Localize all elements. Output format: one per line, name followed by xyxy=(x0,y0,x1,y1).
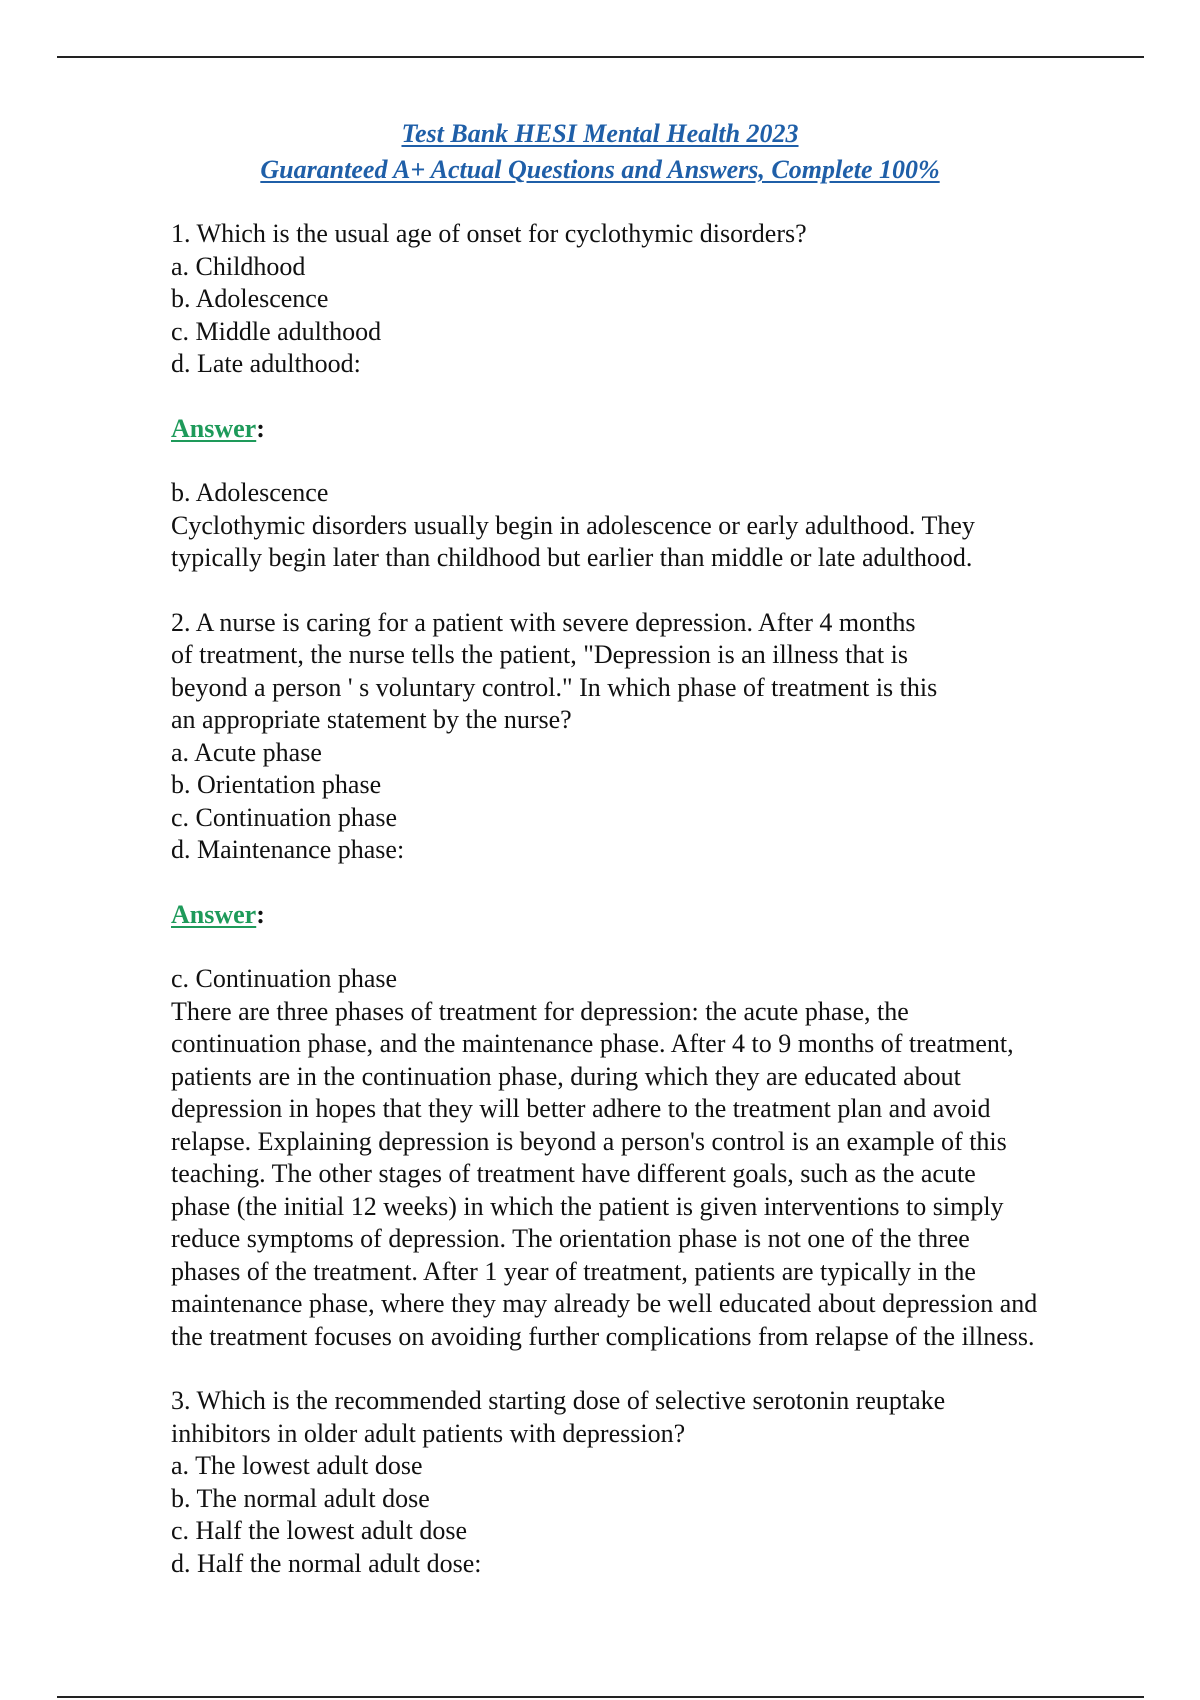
answer-label: Answer: xyxy=(171,899,265,929)
explanation-line: continuation phase, and the maintenance phase. After 4 to 9 months of treatment, xyxy=(171,1029,1014,1058)
explanation-line: teaching. The other stages of treatment have different goals, such as the acute xyxy=(171,1159,976,1188)
top-rule xyxy=(57,56,1144,58)
explanation-line: maintenance phase, where they may already be well educated about depression and xyxy=(171,1289,1038,1318)
option-a: a. Childhood xyxy=(171,251,306,281)
explanation-line: phases of the treatment. After 1 year of treatment, patients are typically in the xyxy=(171,1256,976,1286)
explanation-line: reduce symptoms of depression. The orientation phase is not one of the three xyxy=(171,1224,970,1253)
bottom-rule xyxy=(57,1696,1144,1698)
answer-label: Answer: xyxy=(171,413,265,443)
option-c: c. Half the lowest adult dose xyxy=(171,1516,468,1545)
option-d: d. Maintenance phase: xyxy=(171,835,405,864)
option-b: b. Adolescence xyxy=(171,284,329,313)
option-c: c. Continuation phase xyxy=(171,802,398,832)
explanation-line: depression in hopes that they will better adhere to the treatment plan and avoid xyxy=(171,1094,991,1123)
explanation-line: There are three phases of treatment for depression: the acute phase, the xyxy=(171,996,909,1026)
question-text: beyond a person ' s voluntary control." In which phase of treatment is this xyxy=(171,672,938,702)
question-text: 2. A nurse is caring for a patient with severe depression. After 4 months xyxy=(171,607,916,637)
option-a: a. The lowest adult dose xyxy=(171,1451,423,1480)
answer-value: c. Continuation phase xyxy=(171,964,398,993)
document-body xyxy=(171,218,1171,1580)
explanation-line: patients are in the continuation phase, during which they are educated about xyxy=(171,1061,961,1091)
question-text: 1. Which is the usual age of onset for cyclothymic disorders? xyxy=(171,219,807,248)
option-d: d. Late adulthood: xyxy=(171,349,361,378)
question-2 xyxy=(171,607,1171,1354)
document-title xyxy=(0,116,1200,188)
title-line-2: Guaranteed A+ Actual Questions and Answers, Complete 100% xyxy=(260,155,940,184)
answer-value: b. Adolescence xyxy=(171,478,329,507)
title-line-1: Test Bank HESI Mental Health 2023 xyxy=(401,119,799,148)
option-b: b. The normal adult dose xyxy=(171,1483,430,1513)
question-3 xyxy=(171,1385,1171,1580)
question-text: an appropriate statement by the nurse? xyxy=(171,705,572,734)
answer-label-text: Answer xyxy=(171,413,257,443)
question-text: 3. Which is the recommended starting dose of selective serotonin reuptake xyxy=(171,1386,946,1415)
option-b: b. Orientation phase xyxy=(171,770,382,799)
explanation-line: typically begin later than childhood but earlier than middle or late adulthood. xyxy=(171,543,973,572)
explanation-line: the treatment focuses on avoiding further complications from relapse of the illness. xyxy=(171,1321,1035,1351)
explanation-line: relapse. Explaining depression is beyond a person's control is an example of this xyxy=(171,1126,1007,1156)
option-a: a. Acute phase xyxy=(171,737,322,767)
question-text: of treatment, the nurse tells the patient, "Depression is an illness that is xyxy=(171,640,909,669)
explanation-line: Cyclothymic disorders usually begin in adolescence or early adulthood. They xyxy=(171,510,975,540)
explanation-line: phase (the initial 12 weeks) in which the patient is given interventions to simply xyxy=(171,1191,1004,1221)
option-c: c. Middle adulthood xyxy=(171,316,382,346)
question-1 xyxy=(171,218,1171,575)
option-d: d. Half the normal adult dose: xyxy=(171,1548,482,1578)
answer-label-text: Answer xyxy=(171,899,257,929)
question-text: inhibitors in older adult patients with depression? xyxy=(171,1418,686,1448)
